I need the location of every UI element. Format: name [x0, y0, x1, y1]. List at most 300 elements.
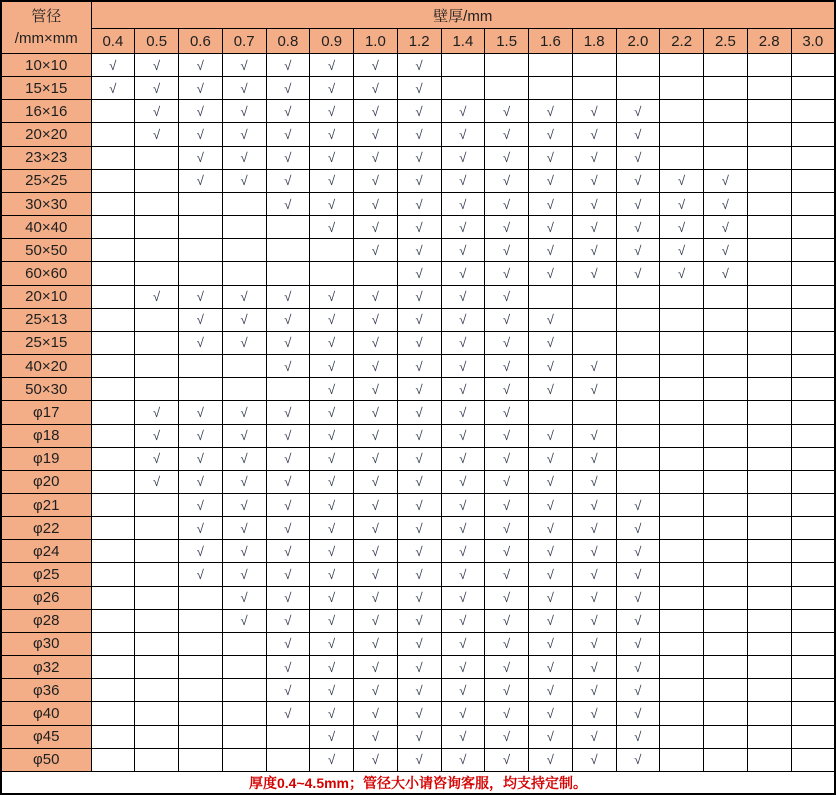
check-cell-checked: √	[441, 540, 485, 563]
check-cell-empty	[791, 540, 835, 563]
check-cell-checked: √	[354, 609, 398, 632]
check-cell-empty	[179, 378, 223, 401]
check-cell-empty	[747, 493, 791, 516]
check-cell-checked: √	[135, 54, 179, 77]
check-cell-checked: √	[266, 656, 310, 679]
check-cell-empty	[791, 748, 835, 771]
table-row	[1, 725, 835, 748]
check-cell-checked: √	[529, 679, 573, 702]
check-cell-checked: √	[572, 262, 616, 285]
check-cell-empty	[704, 748, 748, 771]
check-cell-empty	[660, 355, 704, 378]
table-row	[1, 470, 835, 493]
check-cell-checked: √	[397, 123, 441, 146]
check-cell-empty	[747, 748, 791, 771]
check-cell-empty	[791, 77, 835, 100]
check-cell-empty	[135, 308, 179, 331]
table-row	[1, 748, 835, 771]
check-cell-checked: √	[397, 540, 441, 563]
check-cell-empty	[266, 748, 310, 771]
check-cell-empty	[91, 146, 135, 169]
check-cell-checked: √	[222, 586, 266, 609]
row-label: φ36	[1, 679, 91, 702]
check-cell-checked: √	[310, 470, 354, 493]
check-cell-checked: √	[616, 540, 660, 563]
check-cell-checked: √	[397, 54, 441, 77]
check-cell-checked: √	[529, 702, 573, 725]
check-cell-checked: √	[572, 470, 616, 493]
check-cell-empty	[91, 586, 135, 609]
check-cell-checked: √	[222, 563, 266, 586]
table-row	[1, 540, 835, 563]
check-cell-checked: √	[485, 378, 529, 401]
check-cell-empty	[704, 77, 748, 100]
row-label: 25×15	[1, 331, 91, 354]
check-cell-checked: √	[354, 169, 398, 192]
check-cell-empty	[135, 239, 179, 262]
row-label: φ40	[1, 702, 91, 725]
check-cell-checked: √	[310, 355, 354, 378]
check-cell-checked: √	[354, 239, 398, 262]
check-cell-empty	[135, 586, 179, 609]
check-cell-empty	[747, 54, 791, 77]
check-cell-checked: √	[616, 123, 660, 146]
check-cell-checked: √	[441, 586, 485, 609]
check-cell-checked: √	[485, 355, 529, 378]
check-cell-empty	[791, 100, 835, 123]
check-cell-empty	[135, 192, 179, 215]
check-cell-checked: √	[266, 192, 310, 215]
check-cell-checked: √	[222, 54, 266, 77]
check-cell-checked: √	[485, 192, 529, 215]
check-cell-empty	[791, 517, 835, 540]
row-label: φ20	[1, 470, 91, 493]
check-cell-checked: √	[266, 563, 310, 586]
check-cell-empty	[791, 262, 835, 285]
check-cell-checked: √	[572, 355, 616, 378]
check-cell-checked: √	[485, 146, 529, 169]
check-cell-checked: √	[441, 702, 485, 725]
check-cell-checked: √	[91, 77, 135, 100]
check-cell-empty	[660, 748, 704, 771]
check-cell-empty	[179, 609, 223, 632]
check-cell-checked: √	[354, 563, 398, 586]
check-cell-empty	[747, 378, 791, 401]
check-cell-empty	[704, 656, 748, 679]
check-cell-empty	[616, 447, 660, 470]
check-cell-checked: √	[572, 563, 616, 586]
check-cell-checked: √	[529, 517, 573, 540]
check-cell-checked: √	[310, 517, 354, 540]
check-cell-empty	[135, 169, 179, 192]
check-cell-empty	[704, 632, 748, 655]
table-row	[1, 586, 835, 609]
check-cell-checked: √	[572, 748, 616, 771]
check-cell-checked: √	[529, 656, 573, 679]
check-cell-empty	[747, 239, 791, 262]
check-cell-empty	[704, 308, 748, 331]
check-cell-empty	[747, 725, 791, 748]
check-cell-empty	[791, 447, 835, 470]
check-cell-checked: √	[616, 609, 660, 632]
check-cell-empty	[441, 54, 485, 77]
check-cell-checked: √	[572, 169, 616, 192]
check-cell-empty	[616, 308, 660, 331]
table-row	[1, 308, 835, 331]
check-cell-checked: √	[441, 656, 485, 679]
header-row-banner	[1, 1, 835, 29]
check-cell-checked: √	[354, 656, 398, 679]
table-row	[1, 216, 835, 239]
check-cell-checked: √	[135, 447, 179, 470]
check-cell-checked: √	[397, 609, 441, 632]
check-cell-empty	[91, 331, 135, 354]
check-cell-checked: √	[529, 239, 573, 262]
check-cell-empty	[704, 285, 748, 308]
row-label: φ25	[1, 563, 91, 586]
check-cell-checked: √	[266, 308, 310, 331]
check-cell-checked: √	[616, 262, 660, 285]
check-cell-checked: √	[354, 725, 398, 748]
check-cell-empty	[266, 725, 310, 748]
check-cell-empty	[572, 54, 616, 77]
check-cell-empty	[135, 262, 179, 285]
row-label: φ50	[1, 748, 91, 771]
check-cell-empty	[660, 146, 704, 169]
check-cell-checked: √	[266, 586, 310, 609]
check-cell-checked: √	[310, 679, 354, 702]
check-cell-empty	[222, 679, 266, 702]
check-cell-checked: √	[354, 100, 398, 123]
thickness-header-2.8: 2.8	[747, 29, 791, 54]
check-cell-checked: √	[572, 586, 616, 609]
check-cell-checked: √	[441, 748, 485, 771]
check-cell-empty	[91, 192, 135, 215]
check-cell-empty	[791, 192, 835, 215]
check-cell-empty	[91, 169, 135, 192]
check-cell-empty	[747, 216, 791, 239]
check-cell-empty	[616, 378, 660, 401]
check-cell-checked: √	[397, 239, 441, 262]
check-cell-checked: √	[266, 424, 310, 447]
thickness-header-1.4: 1.4	[441, 29, 485, 54]
check-cell-empty	[747, 401, 791, 424]
check-cell-checked: √	[222, 493, 266, 516]
check-cell-checked: √	[266, 123, 310, 146]
check-cell-checked: √	[310, 216, 354, 239]
table-row	[1, 424, 835, 447]
check-cell-empty	[222, 378, 266, 401]
check-cell-checked: √	[485, 123, 529, 146]
check-cell-empty	[616, 424, 660, 447]
check-cell-checked: √	[310, 632, 354, 655]
check-cell-empty	[660, 632, 704, 655]
check-cell-checked: √	[179, 285, 223, 308]
check-cell-empty	[704, 378, 748, 401]
check-cell-checked: √	[266, 146, 310, 169]
check-cell-checked: √	[266, 331, 310, 354]
check-cell-empty	[747, 100, 791, 123]
check-cell-checked: √	[572, 632, 616, 655]
check-cell-checked: √	[441, 239, 485, 262]
thickness-header-1.2: 1.2	[397, 29, 441, 54]
check-cell-checked: √	[354, 308, 398, 331]
check-cell-checked: √	[529, 146, 573, 169]
check-cell-checked: √	[222, 424, 266, 447]
check-cell-checked: √	[266, 609, 310, 632]
check-cell-empty	[310, 239, 354, 262]
check-cell-checked: √	[616, 146, 660, 169]
check-cell-checked: √	[397, 656, 441, 679]
check-cell-empty	[135, 702, 179, 725]
check-cell-empty	[616, 470, 660, 493]
check-cell-empty	[704, 702, 748, 725]
check-cell-empty	[747, 470, 791, 493]
check-cell-empty	[791, 702, 835, 725]
row-label: φ17	[1, 401, 91, 424]
table-row	[1, 100, 835, 123]
check-cell-empty	[660, 493, 704, 516]
check-cell-empty	[704, 470, 748, 493]
check-cell-empty	[660, 123, 704, 146]
check-cell-checked: √	[397, 424, 441, 447]
check-cell-empty	[91, 239, 135, 262]
check-cell-checked: √	[135, 401, 179, 424]
check-cell-empty	[616, 285, 660, 308]
table-row	[1, 169, 835, 192]
check-cell-empty	[747, 285, 791, 308]
check-cell-checked: √	[179, 100, 223, 123]
thickness-header-0.7: 0.7	[222, 29, 266, 54]
check-cell-empty	[704, 679, 748, 702]
check-cell-checked: √	[397, 355, 441, 378]
check-cell-checked: √	[135, 424, 179, 447]
check-cell-checked: √	[397, 447, 441, 470]
table-row	[1, 656, 835, 679]
check-cell-empty	[660, 424, 704, 447]
check-cell-empty	[791, 146, 835, 169]
check-cell-empty	[747, 331, 791, 354]
check-cell-checked: √	[660, 239, 704, 262]
check-cell-checked: √	[266, 540, 310, 563]
check-cell-checked: √	[222, 331, 266, 354]
check-cell-checked: √	[704, 239, 748, 262]
check-cell-empty	[179, 239, 223, 262]
check-cell-checked: √	[441, 679, 485, 702]
check-cell-checked: √	[485, 239, 529, 262]
check-cell-empty	[135, 656, 179, 679]
footer-row	[1, 772, 835, 795]
row-label: φ18	[1, 424, 91, 447]
check-cell-checked: √	[485, 100, 529, 123]
check-cell-checked: √	[529, 563, 573, 586]
check-cell-empty	[572, 331, 616, 354]
check-cell-checked: √	[135, 100, 179, 123]
check-cell-empty	[91, 563, 135, 586]
check-cell-checked: √	[310, 123, 354, 146]
check-cell-checked: √	[266, 100, 310, 123]
check-cell-empty	[704, 563, 748, 586]
check-cell-empty	[529, 54, 573, 77]
check-cell-empty	[791, 401, 835, 424]
check-cell-checked: √	[529, 308, 573, 331]
check-cell-checked: √	[179, 517, 223, 540]
check-cell-checked: √	[441, 331, 485, 354]
check-cell-checked: √	[397, 632, 441, 655]
check-cell-empty	[747, 77, 791, 100]
check-cell-checked: √	[354, 54, 398, 77]
check-cell-checked: √	[616, 679, 660, 702]
check-cell-checked: √	[485, 540, 529, 563]
check-cell-empty	[91, 609, 135, 632]
header-row-thickness	[1, 29, 835, 54]
row-label: 50×50	[1, 239, 91, 262]
check-cell-empty	[660, 540, 704, 563]
check-cell-checked: √	[485, 725, 529, 748]
check-cell-empty	[747, 632, 791, 655]
check-cell-checked: √	[222, 123, 266, 146]
row-label: φ28	[1, 609, 91, 632]
check-cell-empty	[179, 632, 223, 655]
check-cell-empty	[266, 239, 310, 262]
check-cell-empty	[91, 308, 135, 331]
check-cell-checked: √	[529, 540, 573, 563]
check-cell-empty	[485, 77, 529, 100]
check-cell-checked: √	[310, 586, 354, 609]
row-label: 50×30	[1, 378, 91, 401]
check-cell-empty	[791, 216, 835, 239]
check-cell-checked: √	[397, 285, 441, 308]
check-cell-checked: √	[91, 54, 135, 77]
table-row	[1, 331, 835, 354]
check-cell-checked: √	[572, 424, 616, 447]
check-cell-checked: √	[616, 216, 660, 239]
check-cell-empty	[660, 308, 704, 331]
check-cell-checked: √	[441, 493, 485, 516]
check-cell-checked: √	[529, 331, 573, 354]
table-row	[1, 632, 835, 655]
table-row	[1, 239, 835, 262]
row-label: 40×20	[1, 355, 91, 378]
check-cell-empty	[704, 123, 748, 146]
check-cell-empty	[616, 54, 660, 77]
check-cell-empty	[485, 54, 529, 77]
check-cell-empty	[179, 748, 223, 771]
row-label: 60×60	[1, 262, 91, 285]
check-cell-checked: √	[310, 308, 354, 331]
check-cell-checked: √	[310, 331, 354, 354]
check-cell-checked: √	[660, 192, 704, 215]
table-row	[1, 702, 835, 725]
check-cell-checked: √	[266, 517, 310, 540]
check-cell-empty	[135, 517, 179, 540]
check-cell-empty	[704, 586, 748, 609]
check-cell-empty	[747, 123, 791, 146]
check-cell-checked: √	[266, 470, 310, 493]
check-cell-checked: √	[485, 401, 529, 424]
check-cell-checked: √	[660, 216, 704, 239]
check-cell-empty	[791, 679, 835, 702]
thickness-header-2.0: 2.0	[616, 29, 660, 54]
row-label: 20×10	[1, 285, 91, 308]
check-cell-checked: √	[441, 192, 485, 215]
check-cell-empty	[179, 702, 223, 725]
check-cell-checked: √	[441, 378, 485, 401]
row-label: 25×25	[1, 169, 91, 192]
check-cell-checked: √	[397, 702, 441, 725]
row-label: 10×10	[1, 54, 91, 77]
check-cell-empty	[135, 146, 179, 169]
check-cell-checked: √	[572, 540, 616, 563]
check-cell-empty	[179, 656, 223, 679]
check-cell-checked: √	[441, 609, 485, 632]
check-cell-checked: √	[572, 493, 616, 516]
check-cell-checked: √	[266, 169, 310, 192]
check-cell-empty	[222, 632, 266, 655]
check-cell-checked: √	[529, 748, 573, 771]
thickness-header-1.0: 1.0	[354, 29, 398, 54]
check-cell-empty	[135, 331, 179, 354]
table-row	[1, 123, 835, 146]
check-cell-empty	[91, 725, 135, 748]
check-cell-checked: √	[660, 262, 704, 285]
check-cell-checked: √	[266, 77, 310, 100]
check-cell-checked: √	[222, 308, 266, 331]
check-cell-checked: √	[485, 563, 529, 586]
check-cell-checked: √	[135, 285, 179, 308]
check-cell-empty	[747, 192, 791, 215]
check-cell-empty	[91, 355, 135, 378]
check-cell-empty	[704, 609, 748, 632]
check-cell-checked: √	[354, 285, 398, 308]
check-cell-empty	[135, 378, 179, 401]
thickness-header-0.9: 0.9	[310, 29, 354, 54]
check-cell-empty	[135, 355, 179, 378]
check-cell-checked: √	[266, 285, 310, 308]
check-cell-empty	[222, 262, 266, 285]
check-cell-checked: √	[441, 262, 485, 285]
check-cell-empty	[572, 77, 616, 100]
check-cell-empty	[529, 285, 573, 308]
thickness-header-0.6: 0.6	[179, 29, 223, 54]
check-cell-empty	[135, 563, 179, 586]
check-cell-empty	[660, 77, 704, 100]
check-cell-checked: √	[485, 169, 529, 192]
check-cell-checked: √	[222, 540, 266, 563]
check-cell-empty	[747, 308, 791, 331]
check-cell-empty	[747, 355, 791, 378]
check-cell-empty	[135, 493, 179, 516]
check-cell-empty	[529, 401, 573, 424]
table-row	[1, 355, 835, 378]
thickness-header-2.5: 2.5	[704, 29, 748, 54]
check-cell-empty	[747, 447, 791, 470]
check-cell-checked: √	[397, 378, 441, 401]
check-cell-empty	[91, 216, 135, 239]
check-cell-empty	[660, 447, 704, 470]
check-cell-checked: √	[397, 748, 441, 771]
check-cell-empty	[704, 424, 748, 447]
check-cell-checked: √	[310, 609, 354, 632]
check-cell-checked: √	[310, 656, 354, 679]
check-cell-empty	[91, 679, 135, 702]
check-cell-checked: √	[572, 447, 616, 470]
check-cell-checked: √	[397, 262, 441, 285]
check-cell-checked: √	[572, 239, 616, 262]
check-cell-empty	[616, 77, 660, 100]
check-cell-checked: √	[354, 679, 398, 702]
thickness-header-0.4: 0.4	[91, 29, 135, 54]
